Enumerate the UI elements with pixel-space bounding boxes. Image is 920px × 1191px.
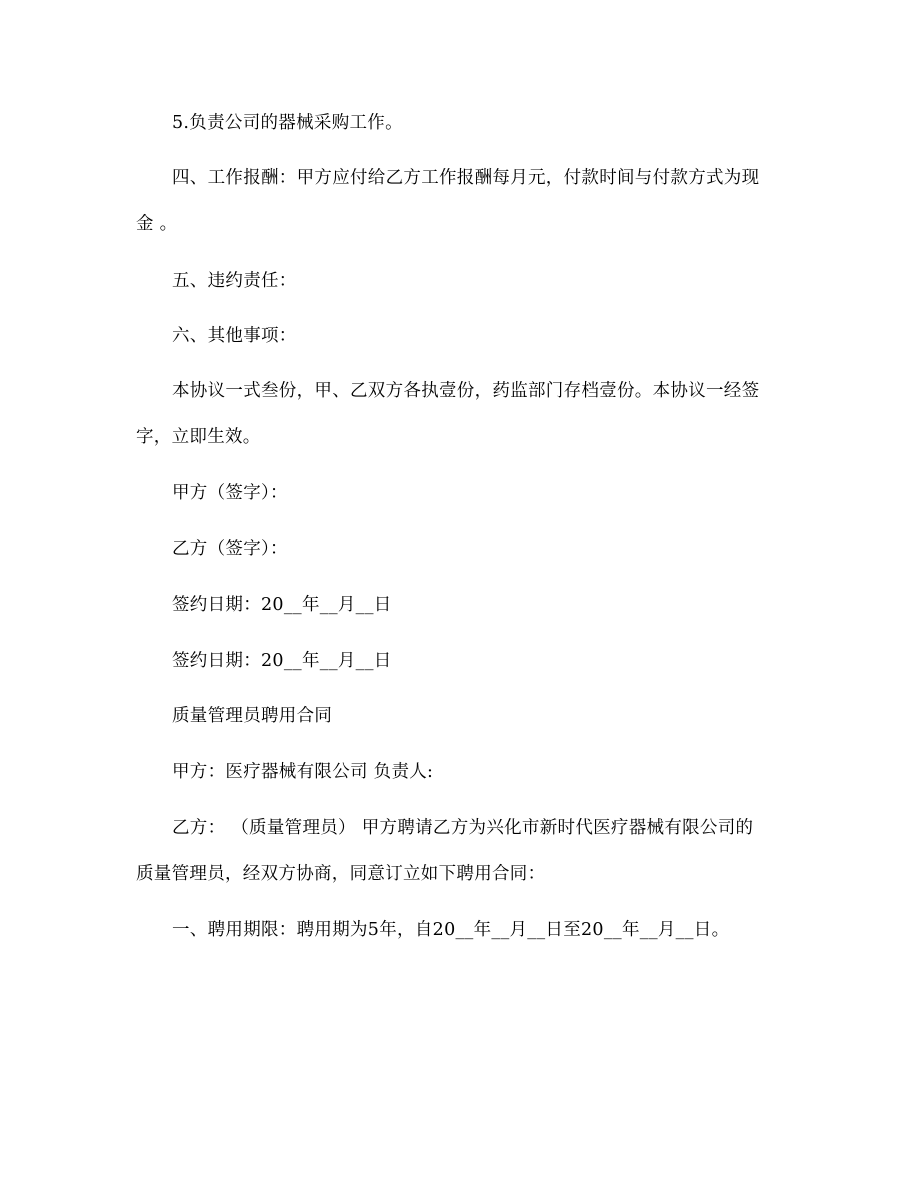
clause-4-compensation: 四、工作报酬：甲方应付给乙方工作报酬每月元，付款时间与付款方式为现 xyxy=(172,168,760,188)
duty-item-5: 5.负责公司的器械采购工作。 xyxy=(172,113,403,133)
clause-1-term: 一、聘用期限：聘用期为5年，自20__年__月__日至20__年__月__日。 xyxy=(172,920,730,940)
party-a-info: 甲方：医疗器械有限公司 负责人: xyxy=(172,762,434,782)
signing-date-1: 签约日期：20__年__月__日 xyxy=(172,595,392,615)
agreement-copies-cont: 字，立即生效。 xyxy=(136,427,261,447)
clause-5-liability: 五、违约责任： xyxy=(172,271,297,291)
contract-title: 质量管理员聘用合同 xyxy=(172,706,333,726)
agreement-copies: 本协议一式叁份，甲、乙双方各执壹份，药监部门存档壹份。本协议一经签 xyxy=(172,381,760,401)
party-b-info: 乙方： （质量管理员） 甲方聘请乙方为兴化市新时代医疗器械有限公司的 xyxy=(172,818,754,838)
party-a-signature: 甲方（签字）： xyxy=(172,483,288,503)
party-b-signature: 乙方（签字）： xyxy=(172,539,288,559)
clause-4-compensation-cont: 金 。 xyxy=(136,214,178,234)
party-b-info-cont: 质量管理员，经双方协商，同意订立如下聘用合同： xyxy=(136,864,546,884)
signing-date-2: 签约日期：20__年__月__日 xyxy=(172,651,392,671)
clause-6-other: 六、其他事项： xyxy=(172,326,297,346)
